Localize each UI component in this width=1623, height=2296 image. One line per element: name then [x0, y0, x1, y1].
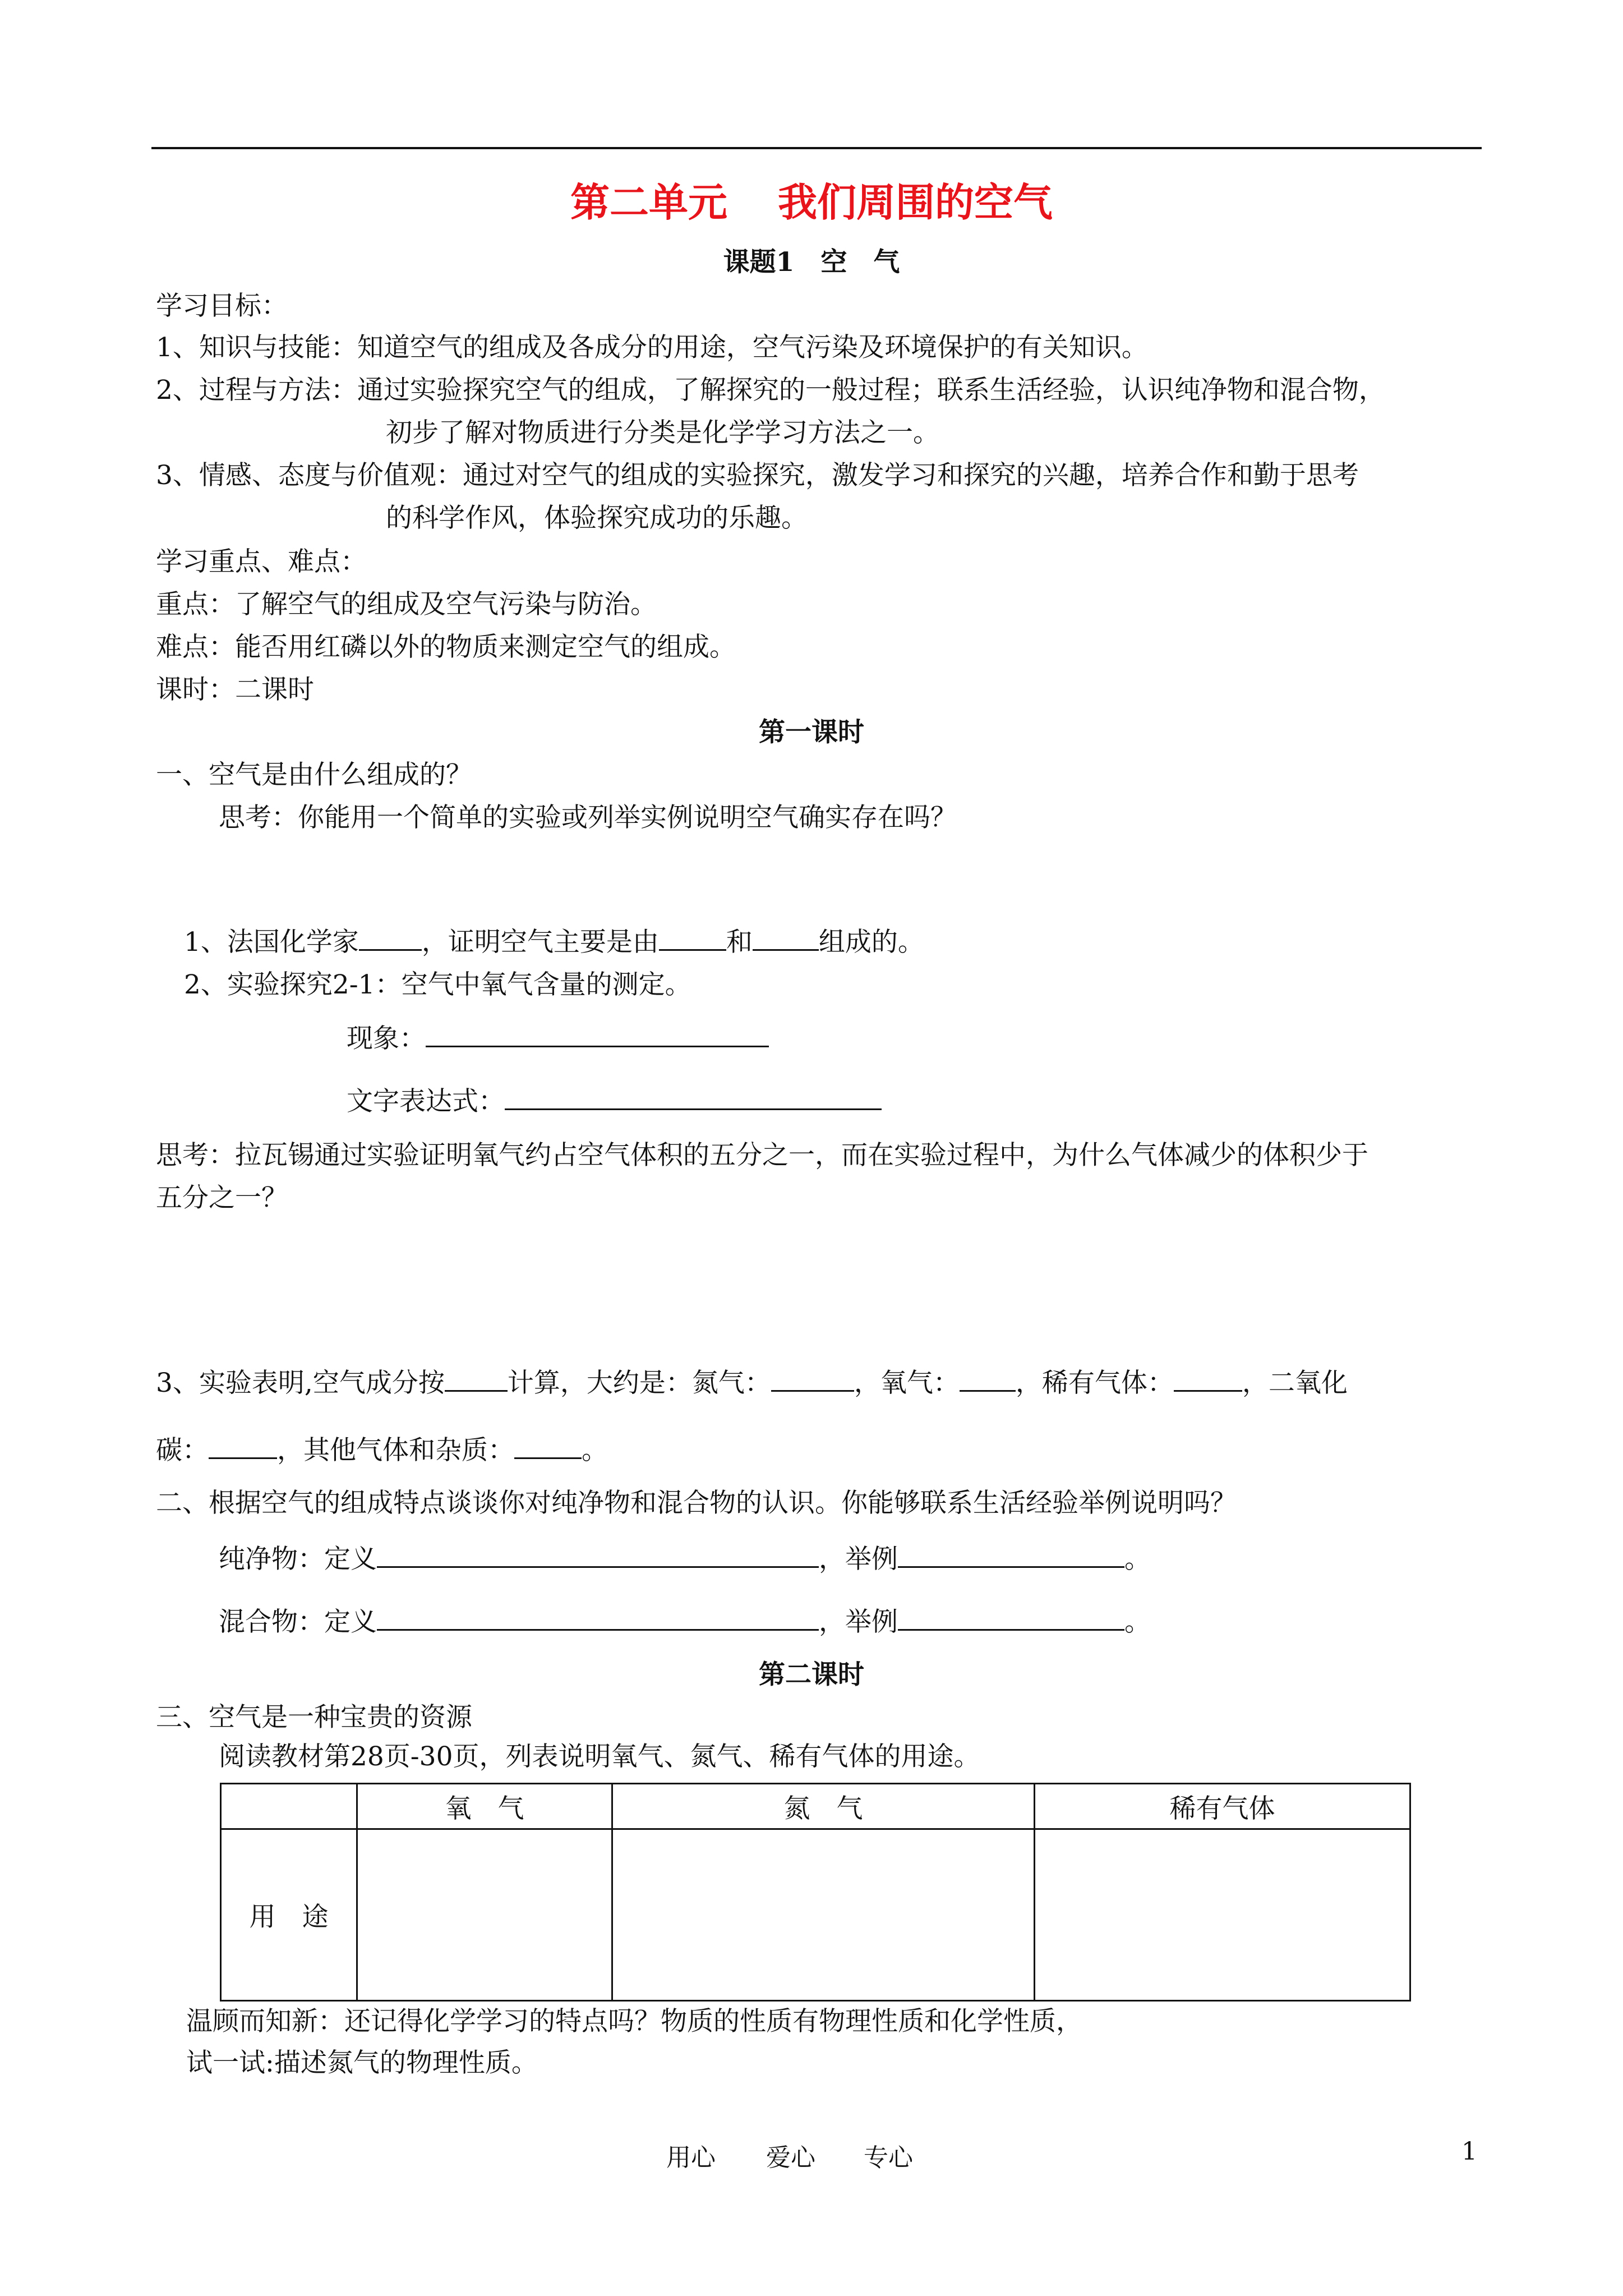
unit-title-part1: 第二单元	[570, 179, 727, 226]
table-cell-rare-gas-use[interactable]	[1035, 1829, 1410, 2001]
objective-2-line2: 初步了解对物质进行分类是化学学习方法之一。	[386, 417, 939, 448]
objective-3-line1: 3、情感、态度与价值观：通过对空气的组成的实验探究，激发学习和探究的兴趣，培养合作和勤于思考	[156, 460, 1359, 491]
blank-phenomenon[interactable]	[426, 1023, 769, 1047]
table-header-rare-gas: 稀有气体	[1035, 1784, 1410, 1829]
objective-2-line1: 2、过程与方法：通过实验探究空气的组成，了解探究的一般过程；联系生活经验，认识纯净物和混合物，	[156, 375, 1385, 406]
table-corner-cell	[221, 1784, 357, 1829]
fill-3-line2: 碳： ，其他气体和杂质： 。	[156, 1435, 608, 1466]
blank-by[interactable]	[445, 1368, 508, 1392]
blank-component-2[interactable]	[753, 927, 819, 951]
blank-rare-gas[interactable]	[1174, 1368, 1242, 1392]
think-1: 思考：你能用一个简单的实验或列举实例说明空气确实存在吗？	[219, 802, 957, 833]
difficulty: 难点：能否用红磷以外的物质来测定空气的组成。	[156, 632, 736, 662]
pure-substance-line: 纯净物：定义 ，举例 。	[219, 1544, 1151, 1575]
unit-title-part2: 我们周围的空气	[778, 179, 1053, 226]
objectives-heading: 学习目标：	[156, 291, 288, 321]
blank-co2[interactable]	[209, 1435, 277, 1459]
blank-oxygen[interactable]	[960, 1368, 1016, 1392]
key-point: 重点：了解空气的组成及空气污染与防治。	[156, 589, 657, 620]
blank-component-1[interactable]	[659, 927, 726, 951]
header-rule	[151, 147, 1482, 149]
lesson2-heading: 第二课时	[759, 1659, 864, 1690]
objective-1: 1、知识与技能：知道空气的组成及各成分的用途，空气污染及环境保护的有关知识。	[156, 332, 1148, 363]
try-line: 试一试:描述氮气的物理性质。	[186, 2047, 538, 2078]
table-header-row	[221, 1784, 1410, 1829]
class-periods: 课时：二课时	[156, 674, 314, 705]
focus-heading: 学习重点、难点：	[156, 546, 367, 577]
table-row-label-use: 用 途	[221, 1829, 357, 2001]
unit-title	[0, 171, 1623, 228]
review-line: 温顾而知新：还记得化学学习的特点吗？物质的性质有物理性质和化学性质，	[186, 2006, 1082, 2037]
phenomenon-line: 现象：	[347, 1023, 769, 1055]
table-cell-nitrogen-use[interactable]	[612, 1829, 1035, 2001]
table-header-nitrogen: 氮 气	[612, 1784, 1035, 1829]
think-2-line2: 五分之一？	[156, 1182, 288, 1213]
mixture-line: 混合物：定义 ，举例 。	[219, 1607, 1151, 1637]
blank-mixture-definition[interactable]	[377, 1607, 819, 1631]
blank-expression[interactable]	[505, 1086, 882, 1110]
blank-others[interactable]	[514, 1435, 582, 1459]
footer-motto-3: 专心	[864, 2143, 913, 2172]
page-number: 1	[1461, 2137, 1477, 2166]
blank-pure-example[interactable]	[898, 1544, 1124, 1568]
question-2: 二、根据空气的组成特点谈谈你对纯净物和混合物的认识。你能够联系生活经验举例说明吗？	[156, 1488, 1237, 1519]
table-cell-oxygen-use[interactable]	[357, 1829, 612, 2001]
objective-3-line2: 的科学作风，体验探究成功的乐趣。	[386, 503, 808, 533]
fill-1: 1、法国化学家 ，证明空气主要是由 和 组成的。	[184, 927, 924, 958]
table-row-use	[221, 1829, 1410, 2001]
reading-instruction: 阅读教材第28页-30页，列表说明氧气、氮气、稀有气体的用途。	[219, 1741, 980, 1772]
lesson-title: 课题1 空 气	[723, 247, 900, 278]
question-3: 三、空气是一种宝贵的资源	[156, 1702, 472, 1733]
lesson1-heading: 第一课时	[759, 717, 864, 748]
blank-pure-definition[interactable]	[377, 1544, 819, 1568]
table-header-oxygen: 氧 气	[357, 1784, 612, 1829]
blank-mixture-example[interactable]	[898, 1607, 1124, 1631]
fill-3-line1: 3、实验表明,空气成分按 计算，大约是：氮气： ，氧气： ，稀有气体： ，二氧化	[156, 1368, 1348, 1398]
expression-line: 文字表达式：	[347, 1086, 882, 1117]
uses-table	[220, 1783, 1411, 2001]
think-2-line1: 思考：拉瓦锡通过实验证明氧气约占空气体积的五分之一，而在实验过程中，为什么气体减少的体积少于	[156, 1140, 1368, 1171]
blank-nitrogen[interactable]	[771, 1368, 854, 1392]
fill-2: 2、实验探究2-1：空气中氧气含量的测定。	[184, 969, 691, 1000]
blank-chemist[interactable]	[359, 927, 422, 951]
question-1: 一、空气是由什么组成的？	[156, 760, 472, 790]
footer-motto-1: 用心	[666, 2143, 716, 2172]
footer-motto-2: 爱心	[766, 2143, 815, 2172]
